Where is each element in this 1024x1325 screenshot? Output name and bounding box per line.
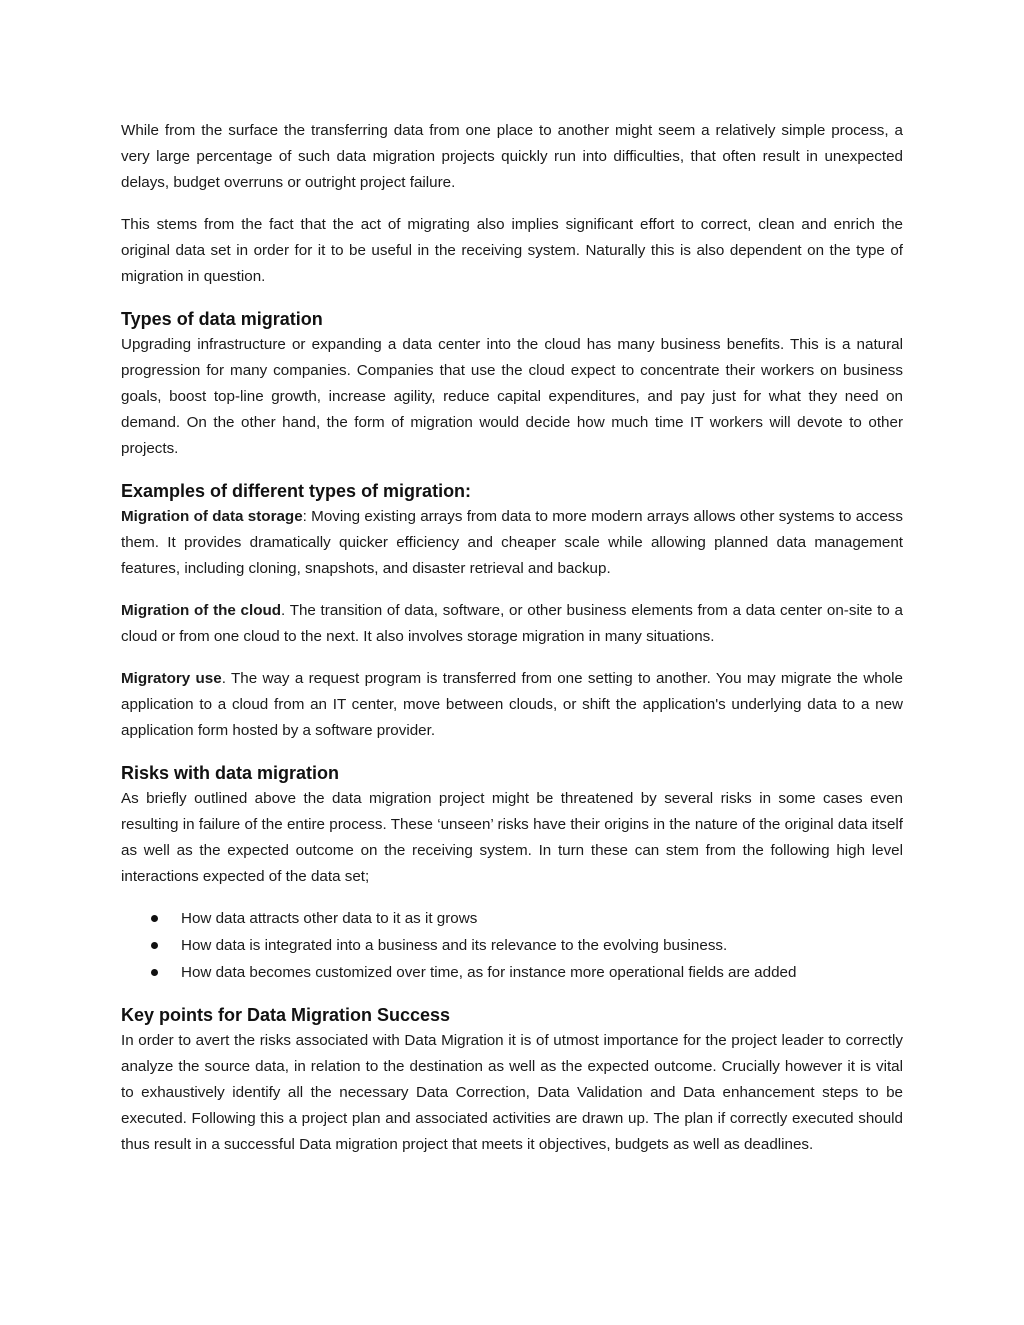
example-cloud-paragraph bbox=[121, 598, 903, 650]
bullet-text: How data is integrated into a business and its relevance to the evolving business. bbox=[181, 937, 728, 954]
keypoints-paragraph: In order to avert the risks associated with Data Migration it is of utmost importance for the project leader to correctly analyze the source data, in relation to the destination as well as the expected outcome. Crucially however it is vital to exhaustively identify all the necessary Data Correction, Data Validation and Data enhancement steps to be executed. Following this a project plan and associated activities are drawn up. The plan if correctly executed should thus result in a successful Data migration project that meets it objectives, budgets as well as deadlines. bbox=[121, 1032, 903, 1153]
bullet-icon bbox=[151, 969, 158, 976]
example-use-paragraph bbox=[121, 666, 903, 744]
example-storage-term: Migration of data storage bbox=[121, 508, 303, 525]
bullet-icon bbox=[151, 942, 158, 949]
bullet-text: How data becomes customized over time, as for instance more operational fields are added bbox=[181, 964, 797, 981]
example-storage-paragraph bbox=[121, 504, 903, 582]
bullet-icon bbox=[151, 915, 158, 922]
example-use-text: . The way a request program is transferred from one setting to another. You may migrate the whole application to a cloud from an IT center, move between clouds, or shift the application's underlying data to a new application form hosted by a software provider. bbox=[121, 670, 903, 739]
intro-paragraph-2: This stems from the fact that the act of migrating also implies significant effort to correct, clean and enrich the original data set in order for it to be useful in the receiving system. Naturally this is also dependent on the type of migration in question. bbox=[121, 216, 903, 285]
types-paragraph: Upgrading infrastructure or expanding a data center into the cloud has many business benefits. This is a natural progression for many companies. Companies that use the cloud expect to concentrate their workers on business goals, boost top-line growth, increase agility, reduce capital expenditures, and pay just for what they need on demand. On the other hand, the form of migration would decide how much time IT workers will devote to other projects. bbox=[121, 336, 903, 457]
keypoints-heading: Key points for Data Migration Success bbox=[121, 1005, 451, 1025]
bullet-text: How data attracts other data to it as it grows bbox=[181, 910, 478, 927]
intro-paragraph-1: While from the surface the transferring data from one place to another might seem a relatively simple process, a very large percentage of such data migration projects quickly run into difficulties, that often result in unexpected delays, budget overruns or outright project failure. bbox=[121, 122, 903, 191]
examples-heading: Examples of different types of migration: bbox=[121, 481, 472, 501]
types-heading: Types of data migration bbox=[121, 309, 323, 329]
risks-heading: Risks with data migration bbox=[121, 763, 340, 783]
list-item bbox=[121, 905, 903, 932]
list-item bbox=[121, 959, 903, 986]
example-use-term: Migratory use bbox=[121, 670, 222, 687]
list-item bbox=[121, 932, 903, 959]
risks-bullet-list bbox=[121, 905, 903, 986]
example-storage-text: : Moving existing arrays from data to more modern arrays allows other systems to access them. It provides dramatically quicker efficiency and cheaper scale while allowing planned data management features, including cloning, snapshots, and disaster retrieval and backup. bbox=[121, 508, 903, 577]
document-page bbox=[121, 118, 903, 1158]
example-cloud-term: Migration of the cloud bbox=[121, 602, 282, 619]
example-cloud-text: . The transition of data, software, or other business elements from a data center on-site to a cloud or from one cloud to the next. It also involves storage migration in many situations. bbox=[121, 602, 903, 645]
risks-paragraph: As briefly outlined above the data migration project might be threatened by several risks in some cases even resulting in failure of the entire process. These ‘unseen’ risks have their origins in the nature of the original data itself as well as the expected outcome on the receiving system. In turn these can stem from the following high level interactions expected of the data set; bbox=[121, 790, 903, 885]
